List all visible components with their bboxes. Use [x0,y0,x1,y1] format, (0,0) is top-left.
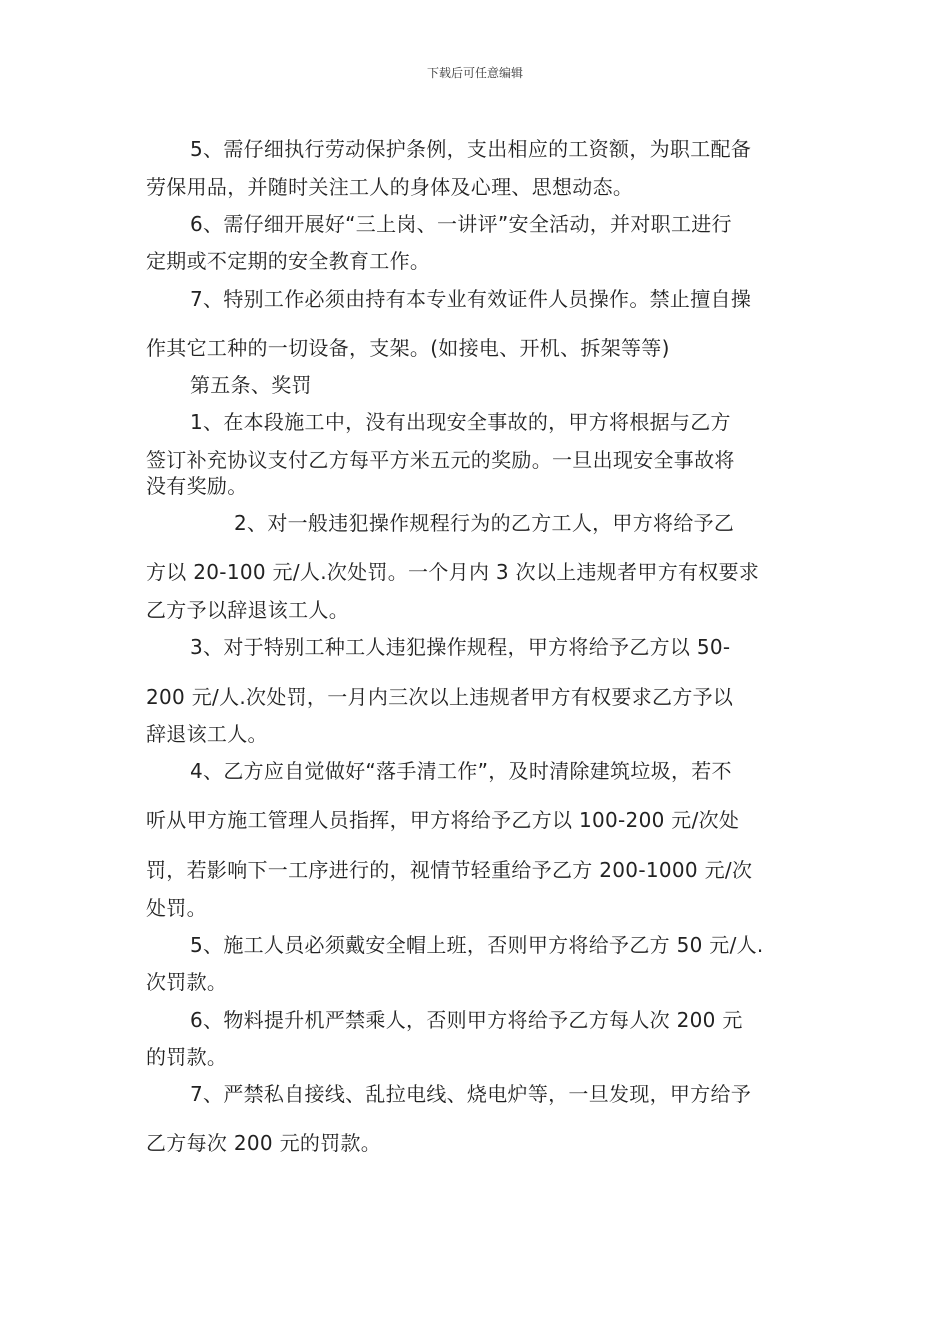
page-header: 下载后可任意编辑 [426,66,523,80]
text-line: 没有奖励。 [146,474,248,498]
text-line: 5、需仔细执行劳动保护条例，支出相应的工资额，为职工配备 [190,137,752,161]
text-line: 7、特别工作必须由持有本专业有效证件人员操作。禁止擅自操 [190,287,752,311]
text-line: 1、在本段施工中，没有出现安全事故的，甲方将根据与乙方 [190,410,731,434]
text-line: 罚，若影响下一工序进行的，视情节轻重给予乙方 200-1000 元/次 [146,858,753,882]
text-line: 作其它工种的一切设备，支架。(如接电、开机、拆架等等) [146,336,670,360]
text-line: 6、物料提升机严禁乘人，否则甲方将给予乙方每人次 200 元 [190,1008,743,1032]
text-line: 4、乙方应自觉做好“落手清工作”，及时清除建筑垃圾，若不 [190,759,732,783]
text-line: 2、对一般违犯操作规程行为的乙方工人，甲方将给予乙 [234,511,735,535]
text-line: 方以 20-100 元/人.次处罚。一个月内 3 次以上违规者甲方有权要求 [146,560,760,584]
text-line: 乙方予以辞退该工人。 [146,598,349,622]
text-line: 5、施工人员必须戴安全帽上班，否则甲方将给予乙方 50 元/人. [190,933,764,957]
text-line: 辞退该工人。 [146,722,268,746]
text-line: 乙方每次 200 元的罚款。 [146,1131,382,1155]
text-line: 听从甲方施工管理人员指挥，甲方将给予乙方以 100-200 元/次处 [146,808,740,832]
text-line: 签订补充协议支付乙方每平方米五元的奖励。一旦出现安全事故将 [146,448,735,472]
text-line: 7、严禁私自接线、乱拉电线、烧电炉等，一旦发现，甲方给予 [190,1082,752,1106]
text-line: 3、对于特别工种工人违犯操作规程，甲方将给予乙方以 50- [190,635,731,659]
text-line: 劳保用品，并随时关注工人的身体及心理、思想动态。 [146,175,634,199]
text-line: 处罚。 [146,896,207,920]
text-line: 次罚款。 [146,970,228,994]
text-line: 定期或不定期的安全教育工作。 [146,249,431,273]
text-line: 的罚款。 [146,1045,228,1069]
text-line: 200 元/人.次处罚，一月内三次以上违规者甲方有权要求乙方予以 [146,685,734,709]
section-heading: 第五条、奖罚 [190,373,312,397]
text-line: 6、需仔细开展好“三上岗、一讲评”安全活动，并对职工进行 [190,212,732,236]
